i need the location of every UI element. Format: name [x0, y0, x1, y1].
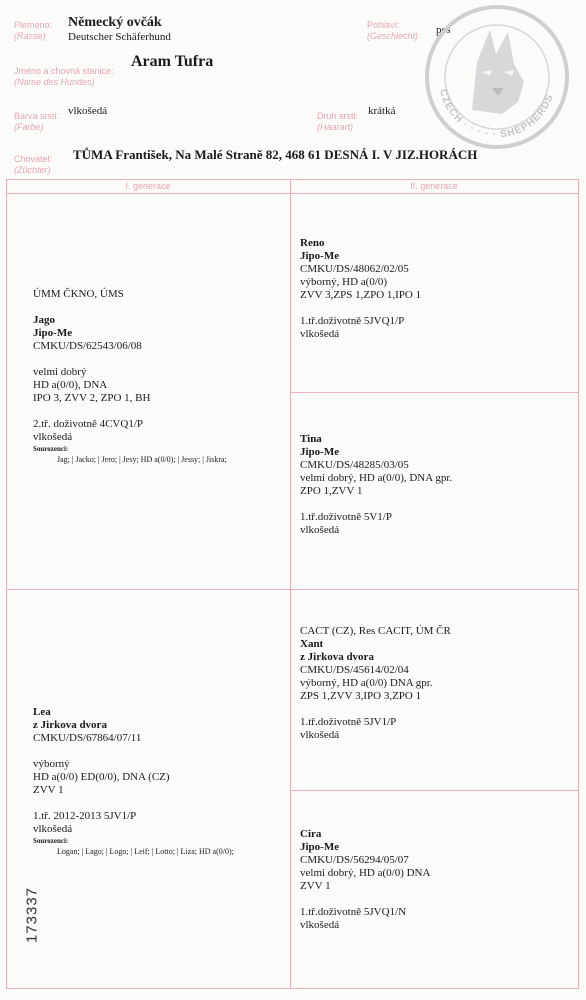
sd-reg: CMKU/DS/48285/03/05: [300, 459, 409, 471]
sd-line: velmi dobrý, HD a(0/0), DNA gpr.: [300, 472, 453, 484]
dam-line: výborný: [33, 758, 70, 770]
generation-2-header: II. generace: [410, 181, 458, 191]
generation-1-header: I. generace: [125, 181, 171, 191]
dog-name: Aram Tufra: [131, 53, 214, 70]
ss-line: ZVV 3,ZPS 1,ZPO 1,IPO 1: [300, 289, 422, 301]
ds-line: výborný, HD a(0/0) DNA gpr.: [300, 677, 433, 689]
dam-name: Lea: [33, 706, 51, 718]
sex-value: pes: [436, 24, 451, 36]
dam-entry: [33, 706, 262, 858]
breeder-label: Chovatel: (Züchter): [14, 154, 53, 175]
sire-line: velmi dobrý: [33, 366, 87, 378]
dd-reg: CMKU/DS/56294/05/07: [300, 854, 409, 866]
dd-color: vlkošedá: [300, 919, 340, 931]
ds-name: Xant: [300, 638, 324, 650]
ds-kennel: z Jirkova dvora: [300, 651, 374, 663]
sd-line: ZPO 1,ZVV 1: [300, 485, 363, 497]
sires-sire-entry: [300, 237, 421, 341]
ss-line: výborný, HD a(0/0): [300, 276, 388, 288]
divider: [6, 179, 578, 180]
ds-reg: CMKU/DS/45614/02/04: [300, 664, 409, 676]
dam-line: ZVV 1: [33, 784, 64, 796]
sd-breeding: 1.tř.doživotně 5V1/P: [300, 511, 392, 523]
sires-dam-entry: [300, 433, 452, 537]
breeder-value: TŮMA František, Na Malé Straně 82, 468 61 DESNÁ I. V JIZ.HORÁCH: [73, 147, 478, 162]
name-label: Jméno a chovná stanice: (Name des Hundes): [14, 66, 114, 87]
club-stamp: [422, 2, 572, 152]
dd-line: ZVV 1: [300, 880, 331, 892]
divider: [290, 790, 578, 791]
dam-siblings: Logan; | Lago; | Logo; | Leif; | Lotto; | Liza; HD a(0/0);: [57, 847, 234, 856]
dams-dam-entry: [300, 828, 430, 932]
coat-value: krátká: [368, 105, 396, 117]
dams-sire-entry: [300, 625, 451, 742]
divider: [6, 193, 578, 194]
ds-line: ZPS 1,ZVV 3,IPO 3,ZPO 1: [300, 690, 422, 702]
sire-line: IPO 3, ZVV 2, ZPO 1, BH: [33, 392, 151, 404]
dd-line: velmi dobrý, HD a(0/0) DNA: [300, 867, 431, 879]
sire-siblings-label: Sourozenci:: [33, 445, 69, 453]
breed-value-de: Deutscher Schäferhund: [68, 31, 171, 43]
coat-label: Druh srsti: (Haarart): [317, 111, 359, 132]
sire-name: Jago: [33, 314, 55, 326]
sd-name: Tina: [300, 433, 322, 445]
sex-label: Pohlaví: (Geschlecht): [367, 20, 419, 41]
ss-breeding: 1.tř.doživotně 5JVQ1/P: [300, 315, 405, 327]
sire-breeding: 2.tř. doživotně 4CVQ1/P: [33, 418, 143, 430]
sire-siblings: Jag; | Jacko; | Jero; | Jesy; HD a(0/0); | Jessy; | Jiskra;: [57, 455, 227, 464]
dam-kennel: z Jirkova dvora: [33, 719, 107, 731]
dam-breeding: 1.tř. 2012-2013 5JV1/P: [33, 810, 137, 822]
divider: [6, 589, 578, 590]
registration-number: 173337: [23, 886, 41, 944]
ss-reg: CMKU/DS/48062/02/05: [300, 263, 409, 275]
divider: [290, 179, 291, 989]
sire-titles: ÚMM ČKNO, ÚMS: [33, 288, 124, 300]
divider: [6, 988, 578, 989]
sire-line: HD a(0/0), DNA: [33, 379, 108, 391]
ds-titles: CACT (CZ), Res CACIT, ÚM ČR: [300, 625, 451, 637]
color-value: vlkošedá: [68, 105, 108, 117]
divider: [6, 179, 7, 989]
divider: [290, 392, 578, 393]
sire-reg: CMKU/DS/62543/06/08: [33, 340, 142, 352]
ss-kennel: Jipo-Me: [300, 250, 340, 262]
sd-color: vlkošedá: [300, 524, 340, 536]
dam-reg: CMKU/DS/67864/07/11: [33, 732, 142, 744]
breed-value: Německý ovčák: [68, 15, 162, 30]
sd-kennel: Jipo-Me: [300, 446, 340, 458]
color-label: Barva srsti: (Farbe): [14, 111, 60, 132]
dd-name: Cira: [300, 828, 322, 840]
sire-entry: [33, 288, 262, 466]
dd-breeding: 1.tř.doživotně 5JVQ1/N: [300, 906, 407, 918]
dam-siblings-label: Sourozenci:: [33, 837, 69, 845]
ds-breeding: 1.tř.doživotně 5JV1/P: [300, 716, 397, 728]
sire-color: vlkošedá: [33, 431, 73, 443]
ds-color: vlkošedá: [300, 729, 340, 741]
ss-name: Reno: [300, 237, 325, 249]
dd-kennel: Jipo-Me: [300, 841, 340, 853]
stamp-text: CZECH · · · · · SHEPHERDS: [436, 87, 556, 141]
breed-label: Plemeno: (Rasse): [14, 20, 53, 41]
divider: [578, 179, 579, 989]
ss-color: vlkošedá: [300, 328, 340, 340]
sire-kennel: Jipo-Me: [33, 327, 73, 339]
dam-line: HD a(0/0) ED(0/0), DNA (CZ): [33, 771, 170, 783]
dam-color: vlkošedá: [33, 823, 73, 835]
